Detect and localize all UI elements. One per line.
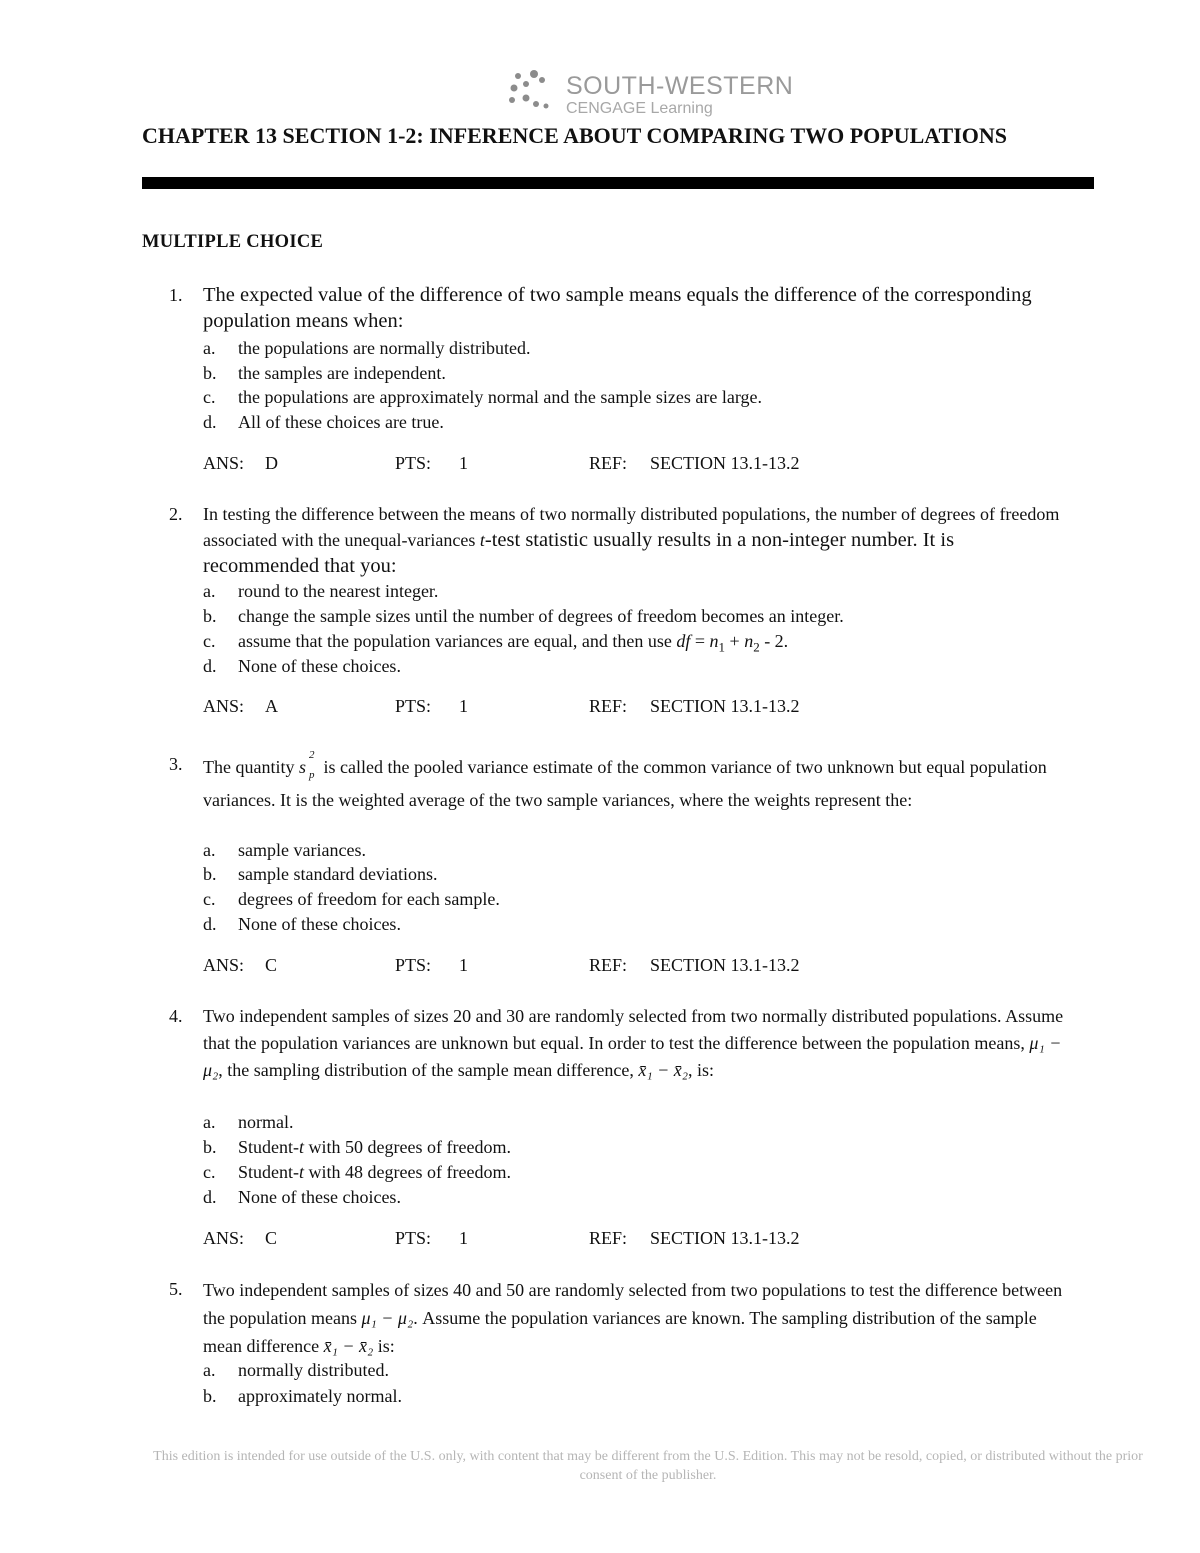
pts-value: 1 bbox=[459, 453, 468, 473]
choice-a bbox=[203, 336, 530, 361]
choice-a bbox=[203, 1358, 389, 1383]
choice-letter: a. bbox=[203, 1112, 216, 1132]
choice-letter: d. bbox=[203, 656, 217, 676]
question-text-part: The quantity bbox=[203, 757, 299, 777]
choice-a bbox=[203, 1110, 294, 1135]
xbar-difference-expr: x̄₁ − x̄₂ bbox=[323, 1336, 374, 1356]
choice-text: + bbox=[725, 631, 745, 651]
question-text bbox=[203, 282, 1071, 334]
ans-label: ANS: bbox=[203, 696, 245, 716]
choice-letter: d. bbox=[203, 412, 217, 432]
footer-notice: This edition is intended for use outside of the U.S. only, with content that may be different from the U.S. Edition. This may not be resold, copied, or distributed without the prior consent of the publisher. bbox=[153, 1449, 1143, 1483]
ref-value: SECTION 13.1-13.2 bbox=[650, 1228, 800, 1248]
question-text-part: -test statistic usually results in a non-integer number. It is recommended that you: bbox=[203, 529, 955, 577]
choice-b bbox=[203, 1135, 511, 1160]
s-symbol: s bbox=[298, 757, 306, 777]
pooled-variance-symbol bbox=[299, 751, 319, 784]
choice-b bbox=[203, 1384, 402, 1409]
choice-d bbox=[203, 912, 401, 937]
choice-letter: b. bbox=[203, 1137, 217, 1157]
ref-label: REF: bbox=[589, 955, 628, 975]
choice-letter: d. bbox=[203, 914, 217, 934]
question-number: 4. bbox=[169, 1006, 183, 1026]
question-text bbox=[203, 1276, 1071, 1360]
choice-text: normally distributed. bbox=[238, 1360, 389, 1380]
question-text-part: , the sampling distribution of the sample mean difference, bbox=[218, 1060, 639, 1080]
ans-value: A bbox=[265, 696, 278, 716]
t-symbol: t bbox=[299, 1137, 305, 1157]
choice-text: sample variances. bbox=[238, 840, 366, 860]
choice-text: approximately normal. bbox=[238, 1386, 402, 1406]
pts-label: PTS: bbox=[395, 453, 432, 473]
choice-b bbox=[203, 361, 446, 386]
choice-c bbox=[203, 385, 762, 410]
choice-c bbox=[203, 887, 500, 912]
choice-d bbox=[203, 410, 444, 435]
ref-label: REF: bbox=[589, 696, 628, 716]
choice-letter: c. bbox=[203, 1162, 216, 1182]
choice-letter: b. bbox=[203, 1386, 217, 1406]
df-symbol: df bbox=[676, 631, 691, 651]
choice-text: normal. bbox=[238, 1112, 294, 1132]
choice-d bbox=[203, 654, 401, 679]
question-text bbox=[203, 1003, 1071, 1084]
choice-a bbox=[203, 579, 438, 604]
choice-d bbox=[203, 1185, 401, 1210]
choice-a bbox=[203, 838, 366, 863]
choice-letter: c. bbox=[203, 387, 216, 407]
question-text-part: is: bbox=[373, 1336, 395, 1356]
ref-value: SECTION 13.1-13.2 bbox=[650, 453, 800, 473]
section-heading: MULTIPLE CHOICE bbox=[142, 232, 324, 252]
choice-text: degrees of freedom for each sample. bbox=[238, 889, 500, 909]
ref-label: REF: bbox=[589, 1228, 628, 1248]
question-text bbox=[203, 751, 1071, 817]
pts-value: 1 bbox=[459, 1228, 468, 1248]
t-symbol: t bbox=[299, 1162, 305, 1182]
choice-text: Student- bbox=[238, 1137, 299, 1157]
ans-value: D bbox=[265, 453, 278, 473]
choice-letter: b. bbox=[203, 606, 217, 626]
choice-letter: c. bbox=[203, 889, 216, 909]
choice-text: round to the nearest integer. bbox=[238, 581, 439, 601]
question-text bbox=[203, 501, 1071, 579]
question-number: 1. bbox=[169, 285, 183, 305]
ans-value: C bbox=[265, 1228, 278, 1248]
choice-text: with 50 degrees of freedom. bbox=[304, 1137, 511, 1157]
question-text-part: In testing the difference between the means of two normally distributed populations, the number of degrees of freedom associated with the unequal-variances bbox=[203, 504, 1060, 550]
ref-value: SECTION 13.1-13.2 bbox=[650, 696, 800, 716]
question-text-part: , is: bbox=[688, 1060, 715, 1080]
n1-subscript: 1 bbox=[718, 639, 726, 655]
chapter-title: CHAPTER 13 SECTION 1-2: INFERENCE ABOUT COMPARING TWO POPULATIONS bbox=[142, 123, 1008, 148]
ref-value: SECTION 13.1-13.2 bbox=[650, 955, 800, 975]
question-text-part: Two independent samples of sizes 40 and 50 are randomly selected from two populations to test the difference between the population means bbox=[203, 1280, 1063, 1328]
choice-b bbox=[203, 862, 437, 887]
choice-text: None of these choices. bbox=[238, 1187, 401, 1207]
choice-text: Student- bbox=[238, 1162, 299, 1182]
choice-c bbox=[203, 1160, 511, 1185]
question-text-part: . Assume the population variances are known. The sampling distribution of the sample mean difference bbox=[203, 1308, 1037, 1356]
question-text-part: is called the pooled variance estimate of the common variance of two unknown but equal population variances. It is the weighted average of the two sample variances, where the weights represent the: bbox=[203, 757, 1047, 810]
ref-label: REF: bbox=[589, 453, 628, 473]
choice-letter: c. bbox=[203, 631, 216, 651]
choice-text: change the sample sizes until the number of degrees of freedom becomes an integer. bbox=[238, 606, 844, 626]
question-number: 2. bbox=[169, 504, 183, 524]
choice-letter: a. bbox=[203, 840, 216, 860]
publisher-logo bbox=[506, 70, 796, 120]
pts-label: PTS: bbox=[395, 1228, 432, 1248]
n2-subscript: 2 bbox=[753, 639, 760, 655]
ans-label: ANS: bbox=[203, 955, 245, 975]
choice-letter: a. bbox=[203, 1360, 216, 1380]
choice-text: the samples are independent. bbox=[238, 363, 446, 383]
t-symbol: t bbox=[479, 530, 485, 550]
question-text-body: The expected value of the difference of two sample means equals the difference of the corresponding population means when: bbox=[203, 284, 1032, 332]
choice-letter: b. bbox=[203, 864, 217, 884]
pts-label: PTS: bbox=[395, 955, 432, 975]
logo-sub-text: CENGAGE Learning bbox=[566, 100, 713, 117]
choice-text: with 48 degrees of freedom. bbox=[304, 1162, 511, 1182]
n2-symbol: n bbox=[744, 631, 754, 651]
choice-text: = bbox=[690, 631, 710, 651]
mu-difference-expr: μ₁ − μ₂ bbox=[361, 1308, 414, 1328]
mu-difference-expr: μ₁ − μ₂ bbox=[203, 1033, 1062, 1080]
choice-text: None of these choices. bbox=[238, 656, 401, 676]
cengage-swirl-icon bbox=[506, 70, 558, 114]
choice-letter: d. bbox=[203, 1187, 217, 1207]
n1-symbol: n bbox=[709, 631, 719, 651]
choice-text: sample standard deviations. bbox=[238, 864, 438, 884]
choice-text: the populations are approximately normal and the sample sizes are large. bbox=[238, 387, 762, 407]
pts-value: 1 bbox=[459, 696, 468, 716]
title-rule bbox=[142, 177, 1094, 189]
choice-letter: a. bbox=[203, 338, 216, 358]
question-number: 5. bbox=[169, 1279, 183, 1299]
xbar-difference-expr: x̄₁ − x̄₂ bbox=[638, 1060, 688, 1080]
pts-label: PTS: bbox=[395, 696, 432, 716]
choice-text: the populations are normally distributed. bbox=[238, 338, 531, 358]
choice-letter: a. bbox=[203, 581, 216, 601]
ans-label: ANS: bbox=[203, 1228, 245, 1248]
s-subscript: p bbox=[308, 769, 315, 781]
choice-letter: b. bbox=[203, 363, 217, 383]
ans-value: C bbox=[265, 955, 278, 975]
choice-text: - 2. bbox=[759, 631, 789, 651]
choice-text: None of these choices. bbox=[238, 914, 401, 934]
question-number: 3. bbox=[169, 754, 183, 774]
question-text-part: Two independent samples of sizes 20 and 30 are randomly selected from two normally distributed populations. Assume that the population variances are unknown but equal. In order to test the difference between the population means, bbox=[203, 1006, 1064, 1053]
logo-brand-text: SOUTH-WESTERN bbox=[566, 72, 794, 100]
choice-b bbox=[203, 604, 844, 629]
choice-text: All of these choices are true. bbox=[238, 412, 444, 432]
choice-text: assume that the population variances are equal, and then use bbox=[238, 631, 677, 651]
pts-value: 1 bbox=[459, 955, 468, 975]
s-superscript: 2 bbox=[308, 749, 315, 761]
ans-label: ANS: bbox=[203, 453, 245, 473]
